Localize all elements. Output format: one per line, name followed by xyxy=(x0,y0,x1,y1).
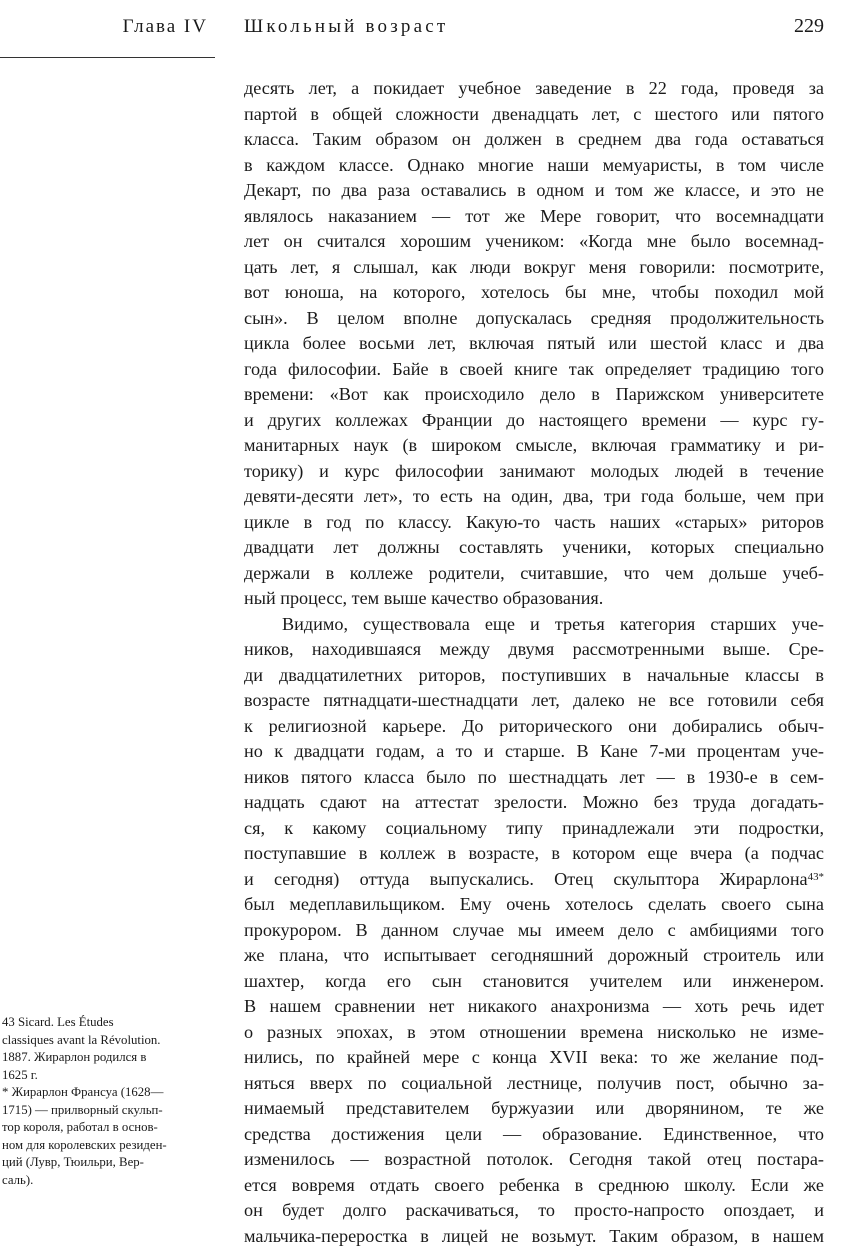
text-line: манитарных наук (в широком смысле, включая грамматику и ри- xyxy=(244,433,824,459)
text-line: цать лет, я слышал, как люди вокруг меня говорили: посмотрите, xyxy=(244,255,824,281)
text-line: но к двадцати годам, а то и старше. В Кане 7-ми процентам уче- xyxy=(244,739,824,765)
text-line: прокурором. В данном случае мы имеем дело с амбициями того xyxy=(244,918,824,944)
text-line: в каждом классе. Однако многие наши мемуаристы, в том числе xyxy=(244,153,824,179)
text-line: ников, находившаяся между двумя рассмотренными выше. Сре- xyxy=(244,637,824,663)
margin-note-line: 1887. Жирарлон родился в xyxy=(2,1049,216,1067)
text-line: был медеплавильщиком. Ему очень хотелось сделать своего сына xyxy=(244,892,824,918)
text-line: поступавшие в коллеж в возрасте, в котором еще вчера (а подчас xyxy=(244,841,824,867)
text-line: ется вовремя отдать своего ребенка в среднюю школу. Если же xyxy=(244,1173,824,1199)
text-line: сын». В целом вполне допускалась средняя продолжительность xyxy=(244,306,824,332)
margin-notes xyxy=(2,1014,216,1189)
text-line: няться вверх по социальной лестнице, получив пост, обычно за- xyxy=(244,1071,824,1097)
text-line: о разных эпохах, в этом отношении времена нисколько не изме- xyxy=(244,1020,824,1046)
text-line: ся, к какому социальному типу принадлежали эти подростки, xyxy=(244,816,824,842)
text-line: цикле в год по классу. Какую-то часть наших «старых» риторов xyxy=(244,510,824,536)
margin-note-line: 43 Sicard. Les Études xyxy=(2,1014,216,1032)
text-line: и других коллежах Франции до настоящего времени — курс гу- xyxy=(244,408,824,434)
text-line: к религиозной карьере. До риторического они добирались обыч- xyxy=(244,714,824,740)
text-line: он будет долго раскачиваться, то просто-напросто опоздает, и xyxy=(244,1198,824,1224)
footnote-anchor-line xyxy=(244,867,824,893)
text-line: нимаемый представителем буржуазии или дворянином, те же xyxy=(244,1096,824,1122)
margin-note-line: саль). xyxy=(2,1172,216,1190)
text-line: средства достижения цели — образование. Единственное, что xyxy=(244,1122,824,1148)
text-line: двадцати лет должны составлять ученики, которых специально xyxy=(244,535,824,561)
page-number: 229 xyxy=(794,15,824,38)
margin-note-line: ном для королевских резиден- xyxy=(2,1137,216,1155)
text-line: торику) и курс философии занимают молодых людей в течение xyxy=(244,459,824,485)
text-line: Декарт, по два раза оставались в одном и том же классе, и это не xyxy=(244,178,824,204)
text-line: мальчика-переростка в лицей не возьмут. Таким образом, в нашем xyxy=(244,1224,824,1249)
paragraph-start-line: Видимо, существовала еще и третья категория старших уче- xyxy=(244,612,824,638)
text-line: партой в общей сложности двенадцать лет, с шестого или пятого xyxy=(244,102,824,128)
text-line: изменилось — возрастной потолок. Сегодня такой отец постара- xyxy=(244,1147,824,1173)
text-line: ди двадцатилетних риторов, поступивших в начальные классы в xyxy=(244,663,824,689)
main-text xyxy=(244,76,824,1249)
text-line: шахтер, когда его сын становится учителем или инженером. xyxy=(244,969,824,995)
margin-note-line: * Жирарлон Франсуа (1628— xyxy=(2,1084,216,1102)
text-line: ников пятого класса было по шестнадцать лет — в 1930-е в сем- xyxy=(244,765,824,791)
text-line: держали в коллеже родители, считавшие, что чем дольше учеб- xyxy=(244,561,824,587)
header-rule xyxy=(0,57,215,58)
margin-note-line: тор короля, работал в основ- xyxy=(2,1119,216,1137)
margin-note-line: 1715) — прилворный скульп- xyxy=(2,1102,216,1120)
paragraph-end-line: ный процесс, тем выше качество образования. xyxy=(244,586,824,612)
text-line: времени: «Вот как происходило дело в Парижском университете xyxy=(244,382,824,408)
margin-note-line: 1625 г. xyxy=(2,1067,216,1085)
text-line: лет он считался хорошим учеником: «Когда мне было восемнад- xyxy=(244,229,824,255)
text-line: же плана, что испытывает сегодняшний дорожный строитель или xyxy=(244,943,824,969)
text-line: девяти-десяти лет», то есть на один, два, три года больше, чем при xyxy=(244,484,824,510)
text-line: вот юноша, на которого, хотелось бы мне, чтобы походил мой xyxy=(244,280,824,306)
text-line: десять лет, а покидает учебное заведение в 22 года, проведя за xyxy=(244,76,824,102)
text-line: возрасте пятнадцати-шестнадцати лет, далеко не все готовили себя xyxy=(244,688,824,714)
text-line: года философии. Байе в своей книге так определяет традицию того xyxy=(244,357,824,383)
text-line: надцать сдают на аттестат зрелости. Можно без труда догадать- xyxy=(244,790,824,816)
text-line: цикла более восьми лет, включая пятый или шестой класс и два xyxy=(244,331,824,357)
line-text: и сегодня) оттуда выпускались. Отец скульптора Жирарлона xyxy=(244,869,808,889)
margin-note-line: ций (Лувр, Тюильри, Вер- xyxy=(2,1154,216,1172)
margin-note-line: classiques avant la Révolution. xyxy=(2,1032,216,1050)
page-header xyxy=(0,0,854,70)
text-line: В нашем сравнении нет никакого анахронизма — хоть речь идет xyxy=(244,994,824,1020)
footnote-ref: 43* xyxy=(808,871,824,883)
text-line: нились, по крайней мере с конца XVII века: то же желание под- xyxy=(244,1045,824,1071)
running-title: Школьный возраст xyxy=(244,16,448,38)
chapter-label: Глава IV xyxy=(123,16,208,38)
text-line: класса. Таким образом он должен в среднем два года оставаться xyxy=(244,127,824,153)
text-line: являлось наказанием — тот же Мере говорит, что восемнадцати xyxy=(244,204,824,230)
